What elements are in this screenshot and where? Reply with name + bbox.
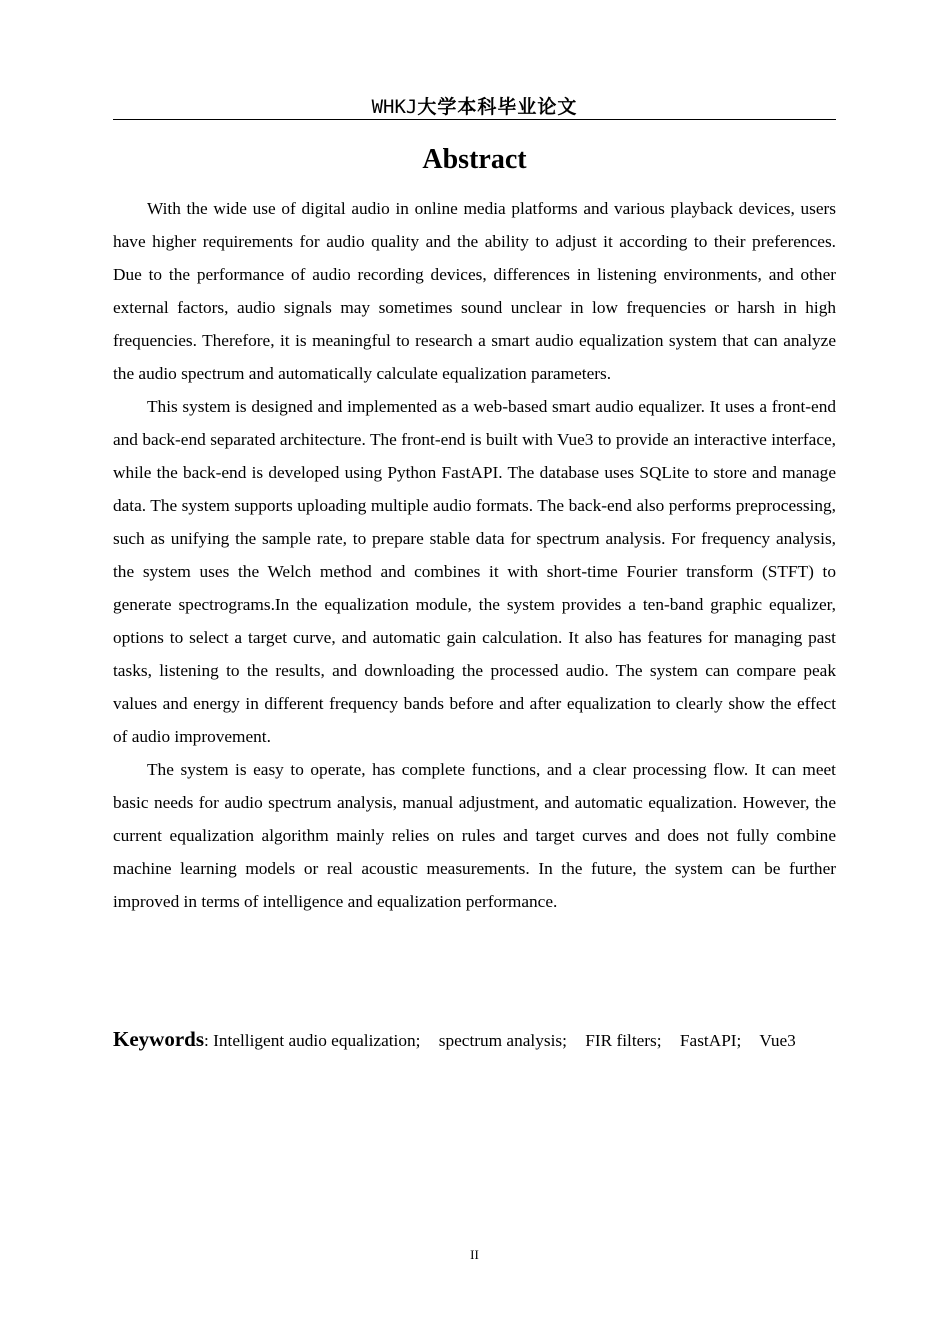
keywords-label: Keywords <box>113 1027 204 1051</box>
keyword-item: Intelligent audio equalization; <box>213 1031 421 1050</box>
header-title: 大学本科毕业论文 <box>417 96 578 118</box>
keyword-item: FIR filters; <box>585 1031 662 1050</box>
keywords-line: Keywords: Intelligent audio equalization; spectrum analysis; FIR filters; FastAPI; Vue3 <box>113 1027 796 1051</box>
running-header <box>113 92 836 120</box>
page-number: II <box>470 1247 479 1262</box>
abstract-paragraph-2: This system is designed and implemented as a web-based smart audio equalizer. It uses a front-end and back-end separated architecture. The front-end is built with Vue3 to provide an interactive interface, while the back-end is developed using Python FastAPI. The database uses SQLite to store and manage data. The system supports uploading multiple audio formats. The back-end also performs preprocessing, such as unifying the sample rate, to prepare stable data for spectrum analysis. For frequency analysis, the system uses the Welch method and combines it with short-time Fourier transform (STFT) to generate spectrograms.In the equalization module, the system provides a ten-band graphic equalizer, options to select a target curve, and automatic gain calculation. It also has features for managing past tasks, listening to the results, and downloading the processed audio. The system can compare peak values and energy in different frequency bands before and after equalization to clearly show the effect of audio improvement. <box>113 397 836 746</box>
keyword-item: spectrum analysis; <box>438 1031 567 1050</box>
header-prefix: WHKJ <box>371 96 418 118</box>
header-rule <box>113 119 836 120</box>
abstract-body <box>113 192 836 918</box>
keyword-item: FastAPI; <box>679 1031 742 1050</box>
abstract-paragraph-3: The system is easy to operate, has complete functions, and a clear processing flow. It can meet basic needs for audio spectrum analysis, manual adjustment, and automatic equalization. However, the current equalization algorithm mainly relies on rules and target curves and does not fully combine machine learning models or real acoustic measurements. In the future, the system can be further improved in terms of intelligence and equalization performance. <box>113 760 836 911</box>
keyword-item: Vue3 <box>759 1031 796 1050</box>
abstract-paragraph-1: With the wide use of digital audio in online media platforms and various playback devices, users have higher requirements for audio quality and the ability to adjust it according to their preferences. Due to the performance of audio recording devices, differences in listening environments, and other external factors, audio signals may sometimes sound unclear in low frequencies or harsh in high frequencies. Therefore, it is meaningful to research a smart audio equalization system that can analyze the audio spectrum and automatically calculate equalization parameters. <box>113 199 836 383</box>
page-title: Abstract <box>422 144 527 175</box>
